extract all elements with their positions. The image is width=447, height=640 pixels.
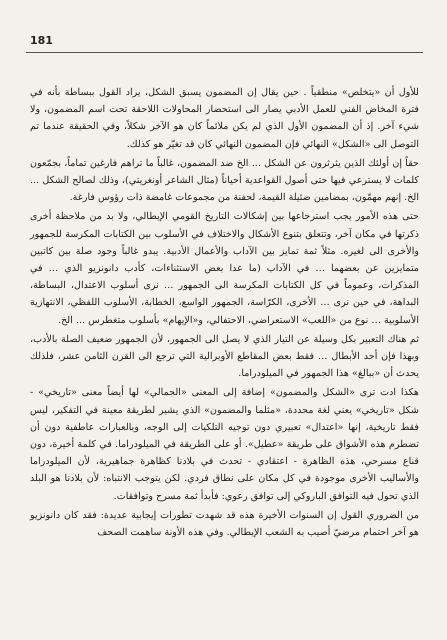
paragraph-1: للأول أن «يتخلص» منطقياً . حين يقال إن المضمون يسبق الشكل، يراد القول ببساطة بأنه في فترة المخاض الفني للعمل الأدبي يصار الى استحضار المحاولات اللاحقة تحت اسم المضمون، ولا شيء آخر. إذ أن المضمون الأول الذي لم يكن ملائماً كان هو الآخر شكلاً، وفي الحقيقة عندما تم التوصل الى «الشكل» النهائي فإن المضمون النهائي كان قد تغيّر هو كذلك. (30, 87, 419, 150)
header-rule (26, 52, 423, 53)
page-number: 181 (30, 34, 53, 47)
paragraph-3: حتى هذه الأمور يجب استرجاعها بين إشكالات التاريخ القومي الإيطالي، ولا بد من ملاحظة أخرى ذكرتها في مكان آخر، وتتعلق بتنوع الأشكال والاختلاف في الأسلوب بين الكتابات المكرسة للجمهور والأخرى الى لغيره. مثلاً ثمة تمايز بين الآداب والأعمال الأدبية. يبدو غالباً وجود صلة بين كاتبين متمايزين عن بعضهما … في الآداب (ما عدا بعض الاستثناءات، كأدب دانونزيو الذي … في المذكرات، وعموماً في كل الكتابات المكرسة الى الجمهور … نرى أسلوب الاعتدال، البساطة، البداهة، في حين نرى … الأخرى، الكرّاسة، الجمهور الواسع، الخطابة، الأسلوب اللفظي، الانتهازية الأسلوبية … نوع من «اللعب» الاستعراضي، الاحتفالي، و«الإيهام» بأسلوب متغطرس ... الخ. (30, 211, 419, 326)
paragraph-5: هكذا ادت ترى «الشكل والمضمون» إضافة إلى المعنى «الجمالي» لها أيضاً معنى «تاريخي» - شكل «تاريخي» يعني لغة محددة، «مثلما والمضمون» الذي يشير لطريقة معينة في التفكير، ليس فقط تاريخية، إنها «اعتدال» تعبيري دون توجيه التلكيات إلى الوجه، وبالعبارات عاطفية دون أن تضطرم هذه الأشواق على طريقة «عطيل». أو على الطريقة في الميلودراما. في كلمة أخيرة، دون قناع مسرحي، هذه الظاهرة - اعتقادي - تحدث في بلادنا كظاهرة جماهيرية، لأن الميلودراما والأساليب الأخرى موجودة في كل مكان على نطاق فردي. لكن يتوجب الانتباه: لأن بلادنا هو البلد الذي تحول فيه التوافق الباروكي إلى توافق رعوي: فأبدأ ثمة مسرح وتوافقات. (30, 387, 419, 502)
paragraph-6: من الضروري القول إن السنوات الأخيرة هذه قد شهدت تطورات إيجابية عديدة: فقد كان دانونزيو هو آخر احتمام مرضيّ أصيب به الشعب الإيطالي. وفي هذه الأونة ساهمت الصحف (30, 509, 419, 539)
body-text (30, 84, 419, 543)
paragraph-4: ثم هناك التعبير بكل وسيلة عن التيار الذي لا يصل الى الجمهور، لأن الجمهور ضعيف الصلة بالأدب، وبهذا فإن أحد الأبطال … فقط بعض المقاطع الأوبرالية التي ترجع الى القرن الثامن عشر، فلذلك يحدث أن «ببالغ» هذا الجمهور في الميلودراما. (30, 333, 419, 380)
paragraph-2: حقاً إن أولئك الذين يثرثرون عن الشكل ... الخ ضد المضمون، غالباً ما تراهم فارغين تماماً، بجمّعون كلمات لا يسترعي فيها حتى أصول القواعدية أحياناً (مثال الشاعر أونغريتي)، وذلك لصالح الشكل ... الخ. إنهم مهمّون، بمضامين ضئيلة القيمة، لحفنة من مجموعات غامضة ذات رؤوس فارغة. (30, 157, 419, 204)
